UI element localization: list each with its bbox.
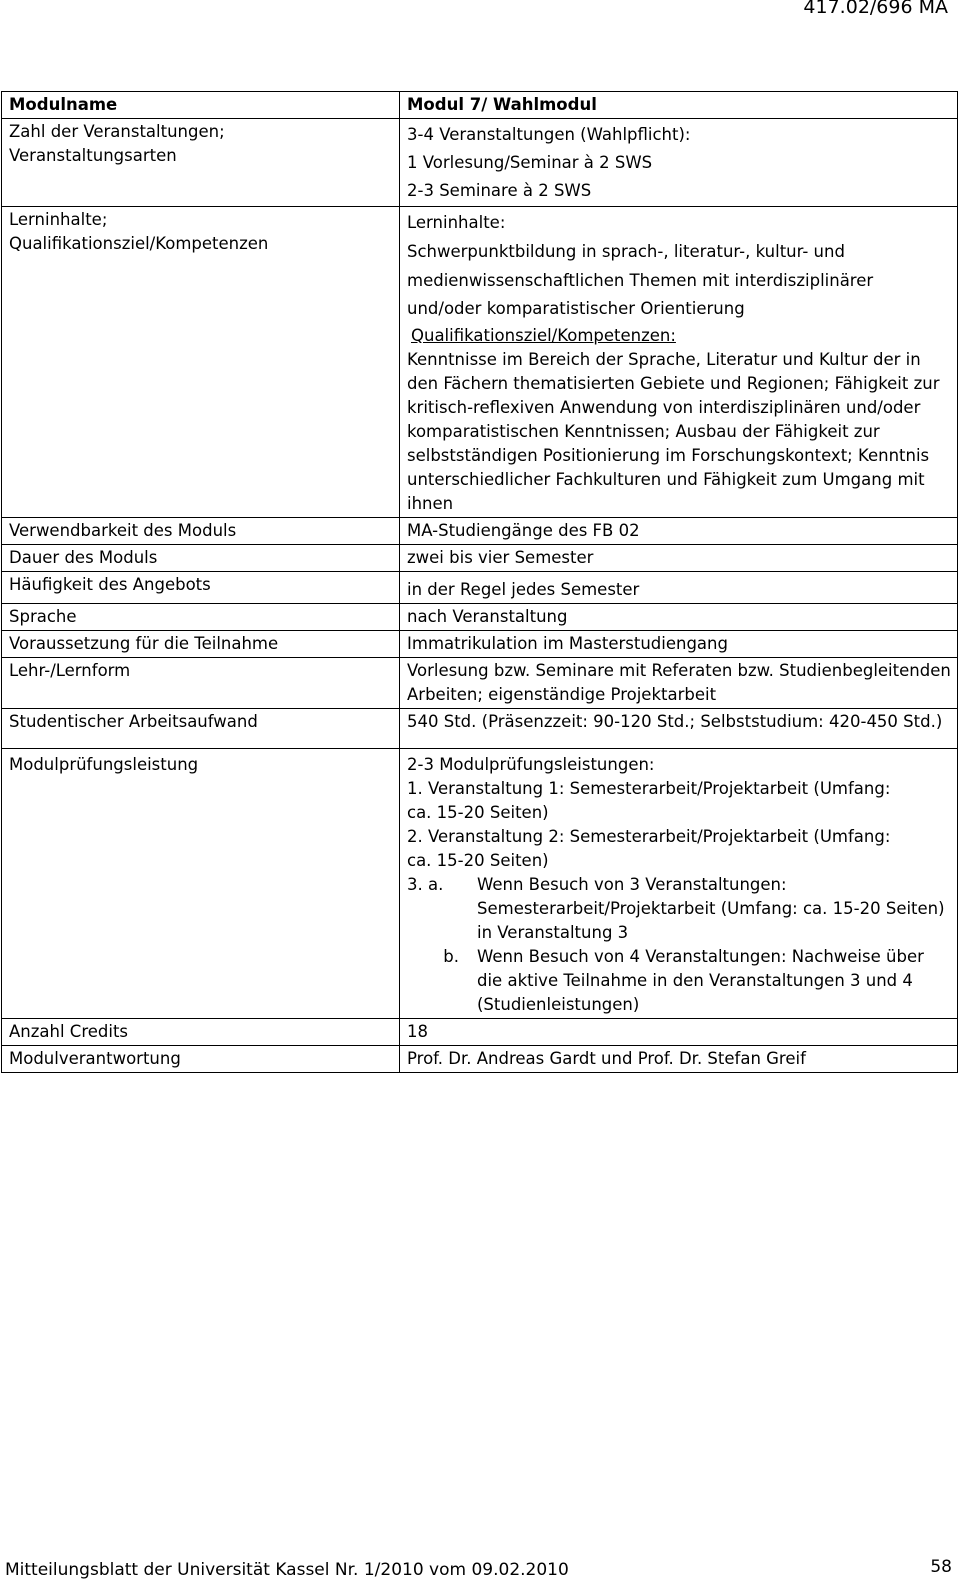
pruefung-item-1: 1. Veranstaltung 1: Semesterarbeit/Projektarbeit (Umfang: ca. 15-20 Seiten) xyxy=(407,778,891,822)
value-dauer: zwei bis vier Semester xyxy=(400,544,958,571)
label-pruefung: Modulprüfungsleistung xyxy=(2,748,400,1018)
label-aufwand: Studentischer Arbeitsaufwand xyxy=(2,708,400,748)
label-modulname: Modulname xyxy=(2,92,400,119)
label-voraussetzung: Voraussetzung für die Teilnahme xyxy=(2,630,400,657)
row-lerninhalte xyxy=(2,207,958,518)
row-lehrform xyxy=(2,657,958,708)
pruefung-item-2: 2. Veranstaltung 2: Semesterarbeit/Projektarbeit (Umfang: ca. 15-20 Seiten) xyxy=(407,826,891,870)
row-aufwand xyxy=(2,708,958,748)
value-modulname: Modul 7/ Wahlmodul xyxy=(400,92,958,119)
lerninhalte-text: Schwerpunktbildung in sprach-, literatur-, kultur- und medienwissenschaftlichen Themen mit interdisziplinärer und/oder komparatistischer Orientierung xyxy=(407,242,874,318)
row-haeufigkeit xyxy=(2,571,958,603)
row-verwendbarkeit xyxy=(2,517,958,544)
label-dauer: Dauer des Moduls xyxy=(2,544,400,571)
row-verantwortung xyxy=(2,1045,958,1072)
label-zahl: Zahl der Veranstaltungen; Veranstaltungsarten xyxy=(2,119,400,207)
label-sprache: Sprache xyxy=(2,603,400,630)
label-lehrform: Lehr-/Lernform xyxy=(2,657,400,708)
value-lehrform: Vorlesung bzw. Seminare mit Referaten bzw. Studienbegleitenden Arbeiten; eigenständige Projektarbeit xyxy=(400,657,958,708)
row-modulname xyxy=(2,92,958,119)
value-verantwortung: Prof. Dr. Andreas Gardt und Prof. Dr. Stefan Greif xyxy=(400,1045,958,1072)
document-reference: 417.02/696 MA xyxy=(803,0,948,18)
row-zahl xyxy=(2,119,958,207)
pruefung-item-3a-text: Wenn Besuch von 3 Veranstaltungen: Semesterarbeit/Projektarbeit (Umfang: ca. 15-20 Seiten) in Veranstaltung 3 xyxy=(477,874,945,942)
label-lerninhalte xyxy=(2,207,400,518)
kompetenzen-heading: Qualifikationsziel/Kompetenzen: xyxy=(411,325,676,345)
row-sprache xyxy=(2,603,958,630)
label-verantwortung: Modulverantwortung xyxy=(2,1045,400,1072)
label-lerninhalte-1: Lerninhalte; xyxy=(9,210,108,229)
pruefung-item-3a xyxy=(407,873,951,945)
pruefung-item-3b xyxy=(407,945,951,1017)
label-lerninhalte-2: Qualifikationsziel/Kompetenzen xyxy=(9,234,269,253)
value-pruefung xyxy=(400,748,958,1018)
value-aufwand: 540 Std. (Präsenzzeit: 90-120 Std.; Selbststudium: 420-450 Std.) xyxy=(400,708,958,748)
row-voraussetzung xyxy=(2,630,958,657)
value-lerninhalte xyxy=(400,207,958,518)
row-credits xyxy=(2,1018,958,1045)
zahl-line-3: 2-3 Seminare à 2 SWS xyxy=(407,181,592,200)
value-zahl xyxy=(400,119,958,207)
zahl-line-1: 3-4 Veranstaltungen (Wahlpflicht): xyxy=(407,125,691,144)
pruefung-intro: 2-3 Modulprüfungsleistungen: xyxy=(407,754,655,774)
value-haeufigkeit: in der Regel jedes Semester xyxy=(400,571,958,603)
kompetenzen-text: Kenntnisse im Bereich der Sprache, Literatur und Kultur der in den Fächern thematisierten Gebiete und Regionen; Fähigkeit zur kritisch-reflexiven Anwendung von interdisziplinären und/oder komparatistischen Kenntnissen; Ausbau der Fähigkeit zur selbstständigen Positionierung im Forschungskontext; Kenntnis unterschiedlicher Fachkulturen und Fähigkeit zum Umgang mit ihnen xyxy=(407,349,940,513)
pruefung-item-3b-text: Wenn Besuch von 4 Veranstaltungen: Nachweise über die aktive Teilnahme in den Veranstaltungen 3 und 4 (Studienleistungen) xyxy=(477,946,924,1014)
value-voraussetzung: Immatrikulation im Masterstudiengang xyxy=(400,630,958,657)
value-credits: 18 xyxy=(400,1018,958,1045)
value-verwendbarkeit: MA-Studiengänge des FB 02 xyxy=(400,517,958,544)
row-pruefung xyxy=(2,748,958,1018)
module-table xyxy=(1,91,958,1073)
label-verwendbarkeit: Verwendbarkeit des Moduls xyxy=(2,517,400,544)
page-number: 58 xyxy=(930,1557,952,1577)
label-haeufigkeit: Häufigkeit des Angebots xyxy=(2,571,400,603)
value-sprache: nach Veranstaltung xyxy=(400,603,958,630)
pruefung-item-3b-label: b. xyxy=(443,946,459,966)
label-credits: Anzahl Credits xyxy=(2,1018,400,1045)
footer-publication: Mitteilungsblatt der Universität Kassel Nr. 1/2010 vom 09.02.2010 xyxy=(5,1560,569,1580)
lerninhalte-heading: Lerninhalte: xyxy=(407,213,506,232)
pruefung-item-3a-label: 3. a. xyxy=(407,874,444,894)
zahl-line-2: 1 Vorlesung/Seminar à 2 SWS xyxy=(407,153,653,172)
row-dauer xyxy=(2,544,958,571)
